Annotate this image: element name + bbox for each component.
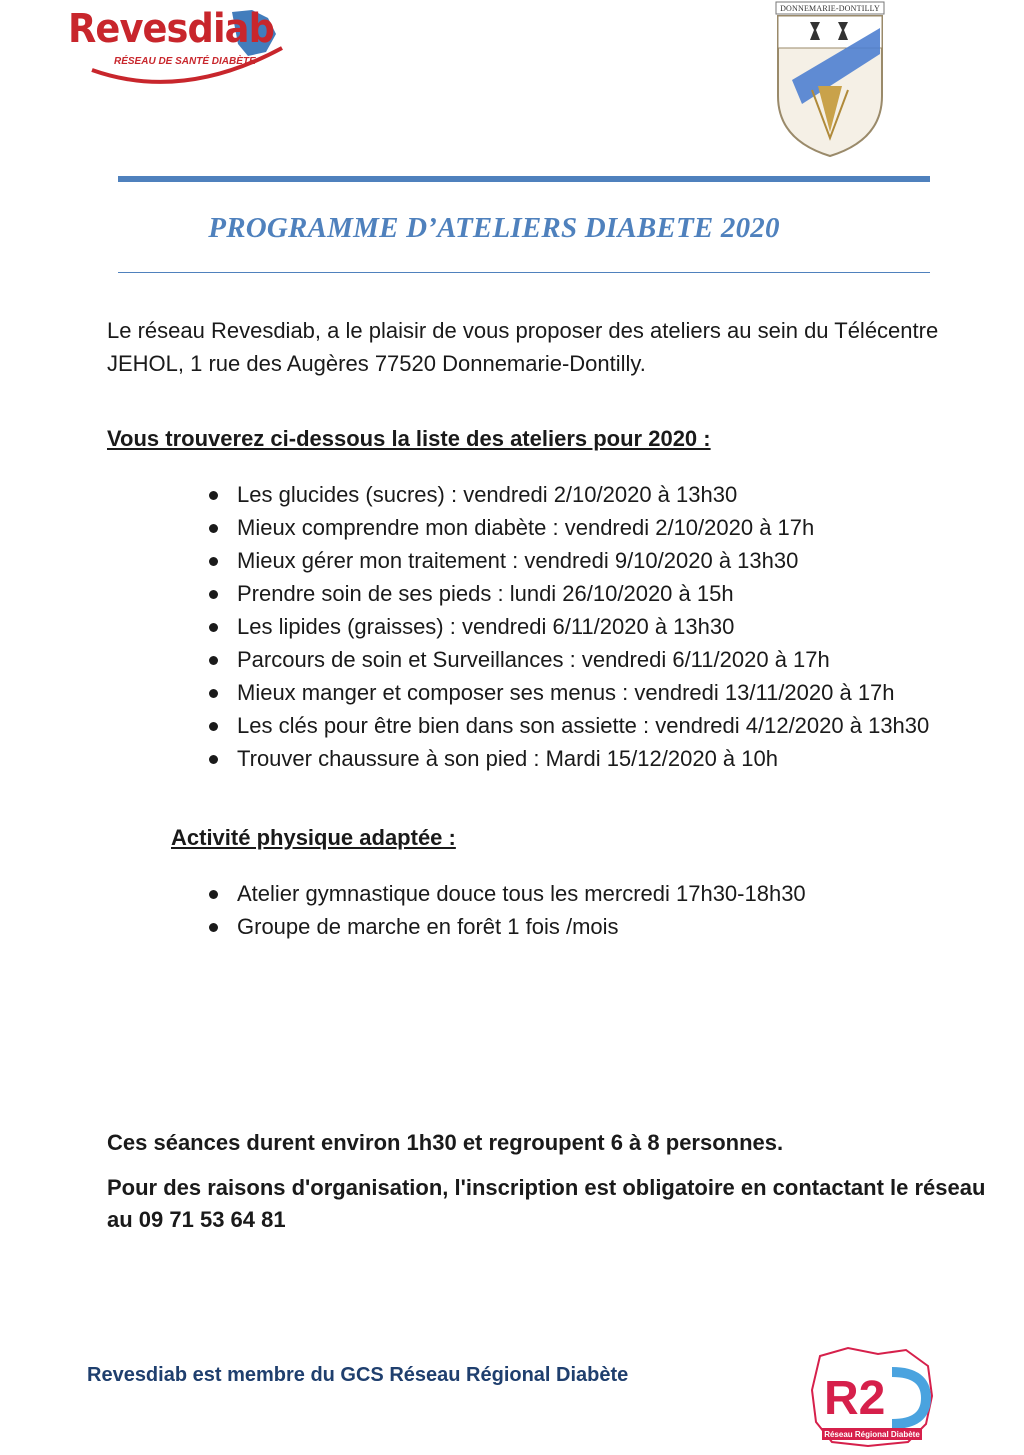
header-rule — [118, 176, 930, 182]
activity-list — [207, 877, 806, 943]
workshops-list — [207, 478, 929, 775]
list-item: Les clés pour être bien dans son assiette : vendredi 4/12/2020 à 13h30 — [207, 709, 929, 742]
r2d-logo-icon — [808, 1346, 938, 1450]
revesdiab-logo — [62, 4, 292, 96]
list-item: Mieux gérer mon traitement : vendredi 9/10/2020 à 13h30 — [207, 544, 929, 577]
list-item: Atelier gymnastique douce tous les mercredi 17h30-18h30 — [207, 877, 806, 910]
list-item: Groupe de marche en forêt 1 fois /mois — [207, 910, 806, 943]
revesdiab-logo-tagline: RÉSEAU DE SANTÉ DIABÈTE — [114, 56, 256, 67]
footer-text: Revesdiab est membre du GCS Réseau Régional Diabète — [87, 1364, 629, 1386]
crest-label: DONNEMARIE-DONTILLY — [780, 4, 880, 13]
registration-note: Pour des raisons d'organisation, l'inscription est obligatoire en contactant le réseau au 09 71 53 64 81 — [107, 1175, 986, 1232]
r2d-logo — [808, 1346, 938, 1450]
title-rule — [118, 272, 930, 273]
activity-heading: Activité physique adaptée : — [171, 825, 456, 850]
list-item: Trouver chaussure à son pied : Mardi 15/12/2020 à 10h — [207, 742, 929, 775]
intro-paragraph: Le réseau Revesdiab, a le plaisir de vous proposer des ateliers au sein du Télécentre JEHOL, 1 rue des Augères 77520 Donnemarie-Dontilly. — [107, 318, 939, 376]
list-item: Mieux comprendre mon diabète : vendredi 2/10/2020 à 17h — [207, 511, 929, 544]
page-title: PROGRAMME D’ATELIERS DIABETE 2020 — [208, 212, 780, 244]
list-item: Parcours de soin et Surveillances : vendredi 6/11/2020 à 17h — [207, 643, 929, 676]
list-item: Prendre soin de ses pieds : lundi 26/10/2020 à 15h — [207, 577, 929, 610]
r2d-logo-caption: Réseau Régional Diabète — [824, 1430, 920, 1439]
town-crest — [772, 0, 888, 158]
revesdiab-logo-word: Revesdiab — [68, 6, 275, 52]
duration-note: Ces séances durent environ 1h30 et regroupent 6 à 8 personnes. — [107, 1130, 784, 1155]
list-item: Les lipides (graisses) : vendredi 6/11/2020 à 13h30 — [207, 610, 929, 643]
crest-shield-icon — [772, 0, 888, 158]
list-item: Mieux manger et composer ses menus : vendredi 13/11/2020 à 17h — [207, 676, 929, 709]
svg-text:R2: R2 — [824, 1372, 886, 1425]
list-item: Les glucides (sucres) : vendredi 2/10/2020 à 13h30 — [207, 478, 929, 511]
workshops-heading: Vous trouverez ci-dessous la liste des ateliers pour 2020 : — [107, 426, 711, 451]
